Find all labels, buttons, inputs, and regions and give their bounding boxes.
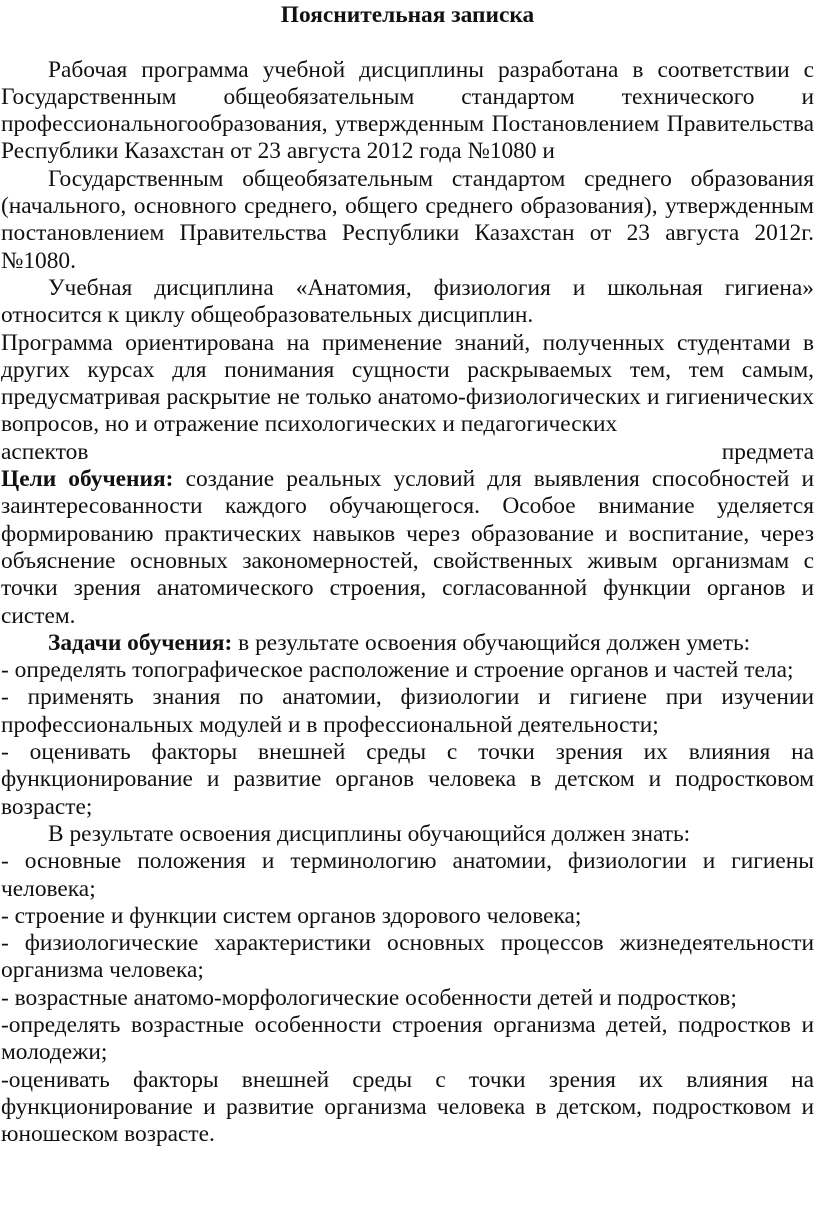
list-item-knowledge: -определять возрастные особенности строения организма детей, подростков и молодежи;	[1, 1011, 814, 1066]
tasks-label: Задачи обучения:	[48, 629, 233, 656]
list-item-skill: - оценивать факторы внешней среды с точки зрения их влияния на функционирование и развитие органов человека в детском и подростковом возрасте;	[1, 739, 814, 820]
paragraph-program-orientation: Программа ориентирована на применение знаний, полученных студентами в других курсах для понимания сущности раскрываемых тем, тем самым, предусматривая раскрытие не только анатомо-физиологических и гигиенических вопросов, но и отражение психологических и педагогических	[1, 329, 814, 438]
list-item-knowledge: - физиологические характеристики основных процессов жизнедеятельности организма человека;	[1, 930, 814, 984]
goals-label: Цели обучения:	[1, 466, 174, 493]
list-item-skill: - определять топографическое расположение и строение органов и частей тела;	[1, 657, 794, 684]
list-item-skill: - применять знания по анатомии, физиологии и гигиене при изучении профессиональных модулей и в профессиональной деятельности;	[1, 684, 814, 738]
paragraph-knowledge-intro: В результате освоения дисциплины обучающийся должен знать:	[48, 820, 691, 847]
page-title: Пояснительная записка	[280, 2, 535, 28]
list-item-knowledge: - возрастные анатомо-морфологические особенности детей и подростков;	[1, 984, 737, 1011]
list-item-knowledge: - основные положения и терминологию анатомии, физиологии и гигиены человека;	[1, 848, 814, 902]
paragraph-discipline: Учебная дисциплина «Анатомия, физиология и школьная гигиена» относится к циклу общеобразовательных дисциплин.	[1, 274, 814, 329]
paragraph-program-orientation-last-line	[1, 439, 814, 466]
paragraph-tasks	[1, 630, 814, 657]
paragraph-standard-technical: Рабочая программа учебной дисциплины разработана в соответствии с Государственным общеобязательным стандартом технического и профессиональногообразования, утвержденным Постановлением Правительства Республики Казахстан от 23 августа 2012 года №1080 и	[1, 56, 814, 165]
goals-text: создание реальных условий для выявления способностей и заинтересованности каждого обучающегося. Особое внимание уделяется формированию практических навыков через образование и воспитание, через объяснение основных закономерностей, свойственных живым организмам с точки зрения анатомического строения, согласованной функции органов и систем.	[1, 466, 814, 629]
split-word-left: аспектов	[1, 438, 89, 465]
list-item-knowledge: -оценивать факторы внешней среды с точки зрения их влияния на функционирование и развитие организма человека в детском, подростковом и юношеском возрасте.	[1, 1066, 814, 1148]
paragraph-goals	[1, 466, 814, 630]
split-word-right: предмета	[721, 438, 814, 465]
list-item-knowledge: - строение и функции систем органов здорового человека;	[1, 902, 582, 929]
tasks-text: в результате освоения обучающийся должен уметь:	[232, 629, 751, 656]
paragraph-standard-secondary: Государственным общеобязательным стандартом среднего образования (начального, основного среднего, общего среднего образования), утвержденным постановлением Правительства Республики Казахстан от 23 августа 2012г. №1080.	[1, 165, 814, 274]
